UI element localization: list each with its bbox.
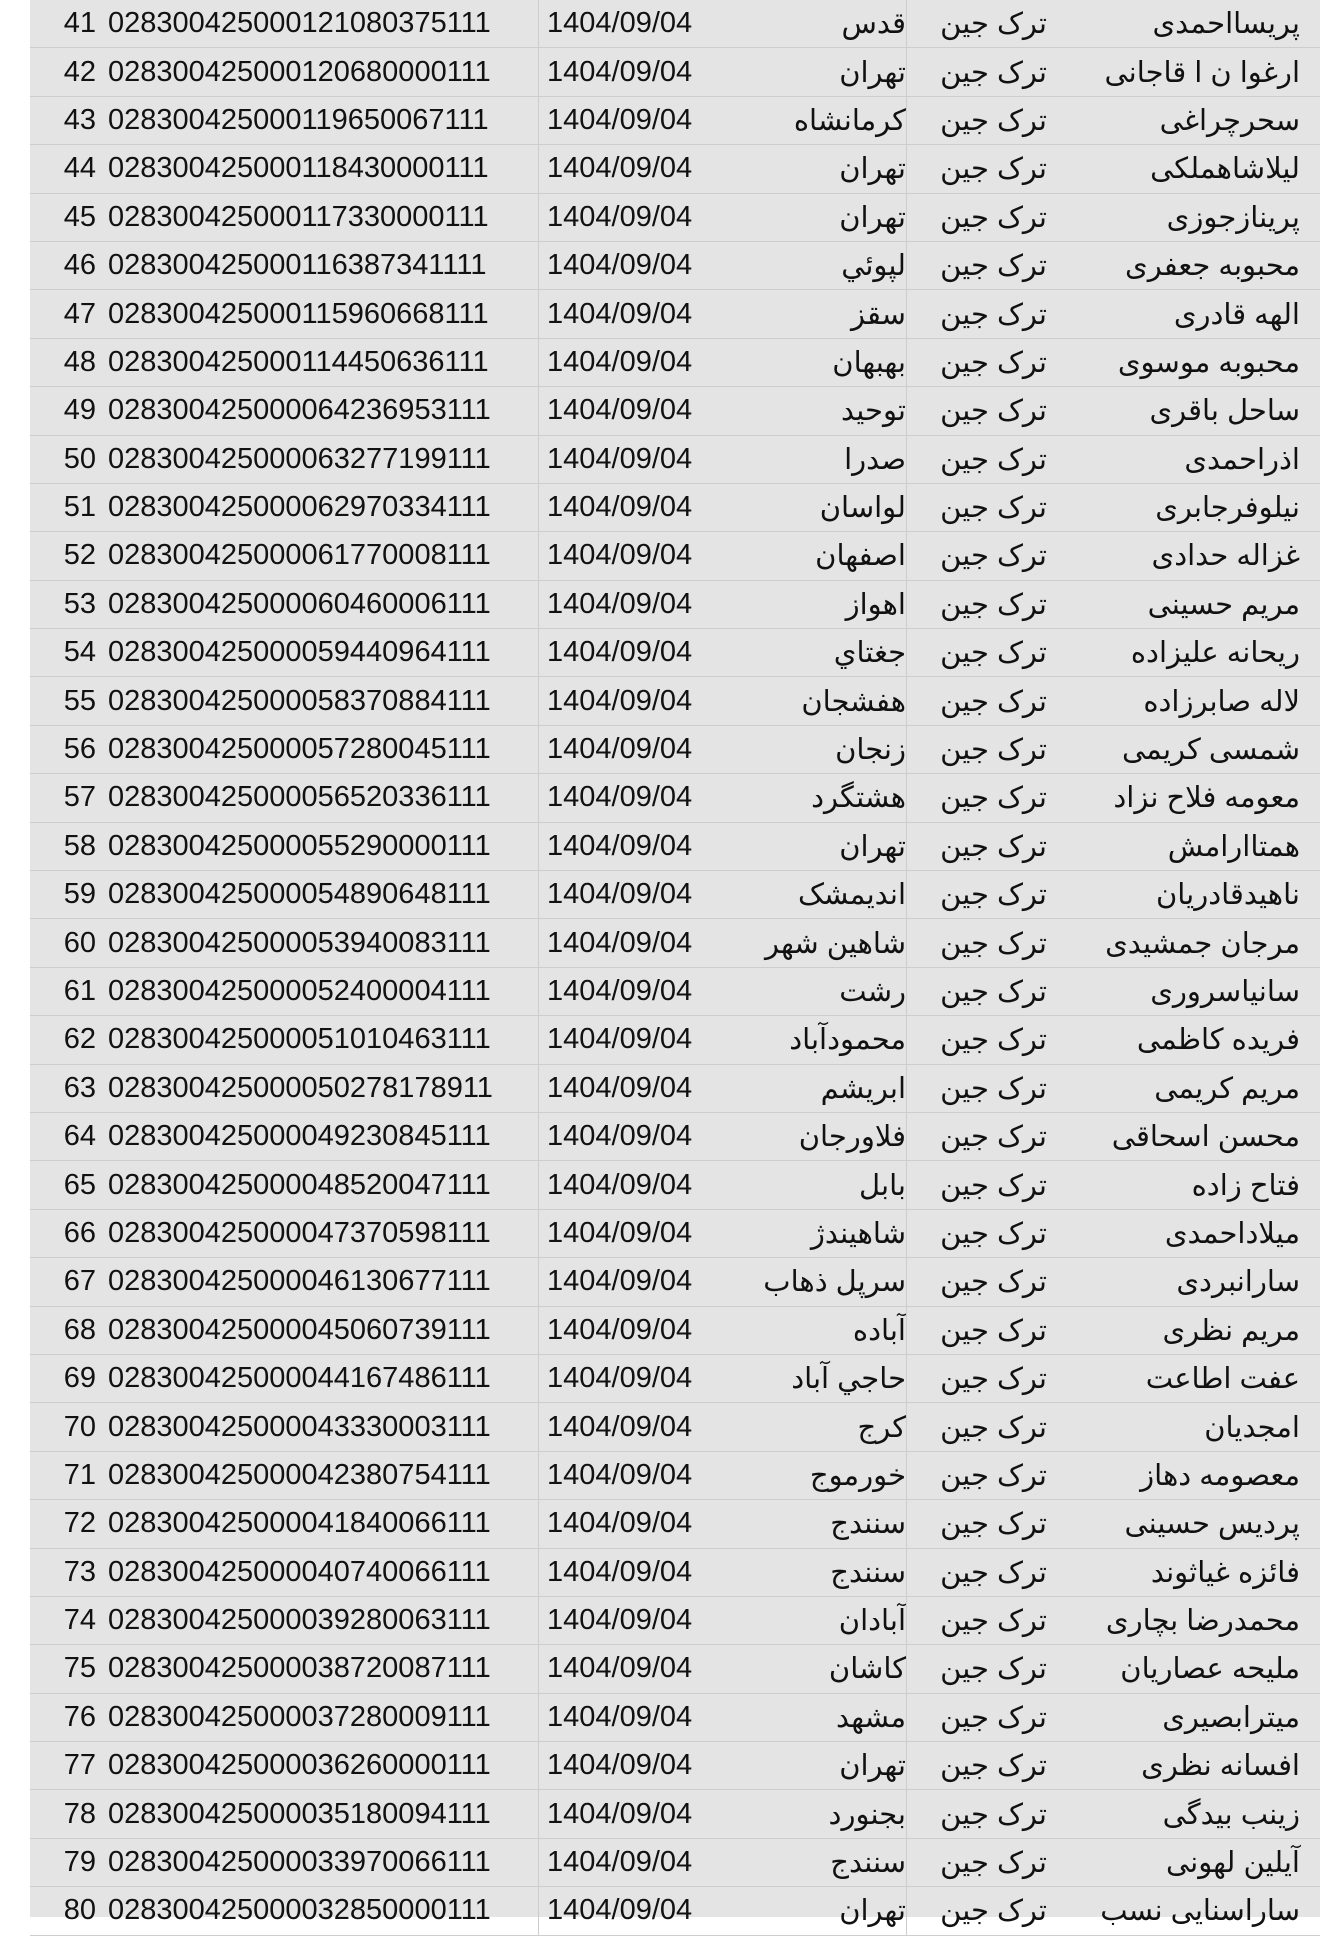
description-cell[interactable]: ترک جین <box>907 725 1052 773</box>
name-cell[interactable]: ریحانه علیزاده <box>1051 629 1320 677</box>
code-cell[interactable]: 028300425000042380754111 <box>102 1451 539 1499</box>
code-cell[interactable]: 028300425000037280009111 <box>102 1693 539 1741</box>
table-row <box>30 1693 1320 1741</box>
code-cell[interactable]: 028300425000120680000111 <box>102 48 539 96</box>
date-cell[interactable]: 1404/09/04 <box>539 387 713 435</box>
city-cell[interactable]: آبادان <box>712 1596 907 1644</box>
name-cell[interactable]: الهه قادری <box>1051 290 1320 338</box>
code-cell[interactable]: 028300425000056520336111 <box>102 774 539 822</box>
date-cell[interactable]: 1404/09/04 <box>539 1742 713 1790</box>
description-cell[interactable]: ترک جین <box>907 1451 1052 1499</box>
date-cell[interactable]: 1404/09/04 <box>539 1209 713 1257</box>
description-cell[interactable]: ترک جین <box>907 1064 1052 1112</box>
row-number-cell[interactable]: 43 <box>30 96 102 144</box>
records-table-body <box>30 0 1320 1935</box>
date-cell[interactable]: 1404/09/04 <box>539 241 713 289</box>
description-cell[interactable]: ترک جین <box>907 435 1052 483</box>
date-cell[interactable]: 1404/09/04 <box>539 1596 713 1644</box>
code-cell[interactable]: 028300425000039280063111 <box>102 1596 539 1644</box>
row-number-cell[interactable]: 58 <box>30 822 102 870</box>
code-cell[interactable]: 028300425000060460006111 <box>102 580 539 628</box>
city-cell[interactable]: اصفهان <box>712 532 907 580</box>
code-cell[interactable]: 028300425000051010463111 <box>102 1016 539 1064</box>
row-number-cell[interactable]: 49 <box>30 387 102 435</box>
code-cell[interactable]: 028300425000053940083111 <box>102 919 539 967</box>
description-cell[interactable]: ترک جین <box>907 1500 1052 1548</box>
date-cell[interactable]: 1404/09/04 <box>539 1790 713 1838</box>
city-cell[interactable]: تهران <box>712 193 907 241</box>
city-cell[interactable]: ابریشم <box>712 1064 907 1112</box>
table-row <box>30 193 1320 241</box>
date-cell[interactable]: 1404/09/04 <box>539 1112 713 1160</box>
row-number-cell[interactable]: 61 <box>30 967 102 1015</box>
city-cell[interactable]: کرج <box>712 1403 907 1451</box>
row-number-cell[interactable]: 57 <box>30 774 102 822</box>
code-cell[interactable]: 028300425000121080375111 <box>102 0 539 48</box>
date-cell[interactable]: 1404/09/04 <box>539 1403 713 1451</box>
description-cell[interactable]: ترک جین <box>907 1306 1052 1354</box>
city-cell[interactable]: مشهد <box>712 1693 907 1741</box>
table-row <box>30 1500 1320 1548</box>
row-number-cell[interactable]: 64 <box>30 1112 102 1160</box>
code-cell[interactable]: 028300425000055290000111 <box>102 822 539 870</box>
date-cell[interactable]: 1404/09/04 <box>539 0 713 48</box>
code-cell[interactable]: 028300425000054890648111 <box>102 871 539 919</box>
description-cell[interactable]: ترک جین <box>907 1887 1052 1935</box>
date-cell[interactable]: 1404/09/04 <box>539 629 713 677</box>
date-cell[interactable]: 1404/09/04 <box>539 580 713 628</box>
description-cell[interactable]: ترک جین <box>907 96 1052 144</box>
table-row <box>30 1596 1320 1644</box>
table-row <box>30 1161 1320 1209</box>
table-row <box>30 725 1320 773</box>
name-cell[interactable]: مریم حسینی <box>1051 580 1320 628</box>
table-row <box>30 1451 1320 1499</box>
code-cell[interactable]: 028300425000048520047111 <box>102 1161 539 1209</box>
code-cell[interactable]: 028300425000062970334111 <box>102 483 539 531</box>
row-number-cell[interactable]: 75 <box>30 1645 102 1693</box>
date-cell[interactable]: 1404/09/04 <box>539 96 713 144</box>
name-cell[interactable]: فائزه غیاثوند <box>1051 1548 1320 1596</box>
table-row <box>30 774 1320 822</box>
date-cell[interactable]: 1404/09/04 <box>539 1306 713 1354</box>
name-cell[interactable]: پردیس حسینی <box>1051 1500 1320 1548</box>
row-number-cell[interactable]: 74 <box>30 1596 102 1644</box>
description-cell[interactable]: ترک جین <box>907 193 1052 241</box>
table-row <box>30 387 1320 435</box>
row-number-cell[interactable]: 48 <box>30 338 102 386</box>
date-cell[interactable]: 1404/09/04 <box>539 1548 713 1596</box>
code-cell[interactable]: 028300425000044167486111 <box>102 1354 539 1402</box>
row-number-cell[interactable]: 56 <box>30 725 102 773</box>
name-cell[interactable]: ارغوا ن ا قاجانی <box>1051 48 1320 96</box>
table-row <box>30 1064 1320 1112</box>
code-cell[interactable]: 028300425000035180094111 <box>102 1790 539 1838</box>
code-cell[interactable]: 028300425000119650067111 <box>102 96 539 144</box>
name-cell[interactable]: سانیاسروری <box>1051 967 1320 1015</box>
city-cell[interactable]: جغتاي <box>712 629 907 677</box>
name-cell[interactable]: میترابصیری <box>1051 1693 1320 1741</box>
description-cell[interactable]: ترک جین <box>907 338 1052 386</box>
city-cell[interactable]: تهران <box>712 48 907 96</box>
name-cell[interactable]: پرینازجوزی <box>1051 193 1320 241</box>
city-cell[interactable]: سنندج <box>712 1548 907 1596</box>
table-row <box>30 483 1320 531</box>
city-cell[interactable]: لواسان <box>712 483 907 531</box>
code-cell[interactable]: 028300425000032850000111 <box>102 1887 539 1935</box>
table-row <box>30 580 1320 628</box>
date-cell[interactable]: 1404/09/04 <box>539 145 713 193</box>
description-cell[interactable]: ترک جین <box>907 387 1052 435</box>
table-row <box>30 1790 1320 1838</box>
code-cell[interactable]: 028300425000038720087111 <box>102 1645 539 1693</box>
row-number-cell[interactable]: 59 <box>30 871 102 919</box>
row-number-cell[interactable]: 70 <box>30 1403 102 1451</box>
city-cell[interactable]: شاهیندژ <box>712 1209 907 1257</box>
date-cell[interactable]: 1404/09/04 <box>539 1887 713 1935</box>
city-cell[interactable]: رشت <box>712 967 907 1015</box>
date-cell[interactable]: 1404/09/04 <box>539 1838 713 1886</box>
description-cell[interactable]: ترک جین <box>907 1548 1052 1596</box>
city-cell[interactable]: محمودآباد <box>712 1016 907 1064</box>
city-cell[interactable]: هشتگرد <box>712 774 907 822</box>
date-cell[interactable]: 1404/09/04 <box>539 967 713 1015</box>
code-cell[interactable]: 028300425000118430000111 <box>102 145 539 193</box>
row-number-cell[interactable]: 63 <box>30 1064 102 1112</box>
table-row <box>30 532 1320 580</box>
name-cell[interactable]: محمدرضا بچاری <box>1051 1596 1320 1644</box>
city-cell[interactable]: حاجي آباد <box>712 1354 907 1402</box>
row-number-cell[interactable]: 79 <box>30 1838 102 1886</box>
row-number-cell[interactable]: 44 <box>30 145 102 193</box>
name-cell[interactable]: لاله صابرزاده <box>1051 677 1320 725</box>
name-cell[interactable]: معصومه دهاز <box>1051 1451 1320 1499</box>
row-number-cell[interactable]: 51 <box>30 483 102 531</box>
code-cell[interactable]: 028300425000059440964111 <box>102 629 539 677</box>
name-cell[interactable]: همتاارامش <box>1051 822 1320 870</box>
description-cell[interactable]: ترک جین <box>907 580 1052 628</box>
table-row <box>30 1306 1320 1354</box>
table-row <box>30 629 1320 677</box>
city-cell[interactable]: بجنورد <box>712 1790 907 1838</box>
description-cell[interactable]: ترک جین <box>907 871 1052 919</box>
name-cell[interactable]: غزاله حدادی <box>1051 532 1320 580</box>
name-cell[interactable]: آیلین لهونی <box>1051 1838 1320 1886</box>
row-number-cell[interactable]: 78 <box>30 1790 102 1838</box>
date-cell[interactable]: 1404/09/04 <box>539 1016 713 1064</box>
city-cell[interactable]: تهران <box>712 1887 907 1935</box>
row-number-cell[interactable]: 76 <box>30 1693 102 1741</box>
code-cell[interactable]: 028300425000045060739111 <box>102 1306 539 1354</box>
code-cell[interactable]: 028300425000049230845111 <box>102 1112 539 1160</box>
records-table <box>30 0 1320 1936</box>
table-row <box>30 435 1320 483</box>
description-cell[interactable]: ترک جین <box>907 919 1052 967</box>
row-number-cell[interactable]: 46 <box>30 241 102 289</box>
description-cell[interactable]: ترک جین <box>907 1016 1052 1064</box>
name-cell[interactable]: ملیحه عصاریان <box>1051 1645 1320 1693</box>
description-cell[interactable]: ترک جین <box>907 290 1052 338</box>
table-row <box>30 1838 1320 1886</box>
name-cell[interactable]: محبوبه موسوی <box>1051 338 1320 386</box>
code-cell[interactable]: 028300425000052400004111 <box>102 967 539 1015</box>
name-cell[interactable]: سحرچراغی <box>1051 96 1320 144</box>
table-row <box>30 1548 1320 1596</box>
table-row <box>30 1209 1320 1257</box>
table-row <box>30 48 1320 96</box>
city-cell[interactable]: صدرا <box>712 435 907 483</box>
date-cell[interactable]: 1404/09/04 <box>539 435 713 483</box>
row-number-cell[interactable]: 53 <box>30 580 102 628</box>
row-number-cell[interactable]: 45 <box>30 193 102 241</box>
date-cell[interactable]: 1404/09/04 <box>539 290 713 338</box>
name-cell[interactable]: نیلوفرجابری <box>1051 483 1320 531</box>
city-cell[interactable]: سقز <box>712 290 907 338</box>
city-cell[interactable]: تهران <box>712 822 907 870</box>
description-cell[interactable]: ترک جین <box>907 1596 1052 1644</box>
table-row <box>30 871 1320 919</box>
date-cell[interactable]: 1404/09/04 <box>539 1645 713 1693</box>
date-cell[interactable]: 1404/09/04 <box>539 822 713 870</box>
date-cell[interactable]: 1404/09/04 <box>539 48 713 96</box>
city-cell[interactable]: کرمانشاه <box>712 96 907 144</box>
table-row <box>30 822 1320 870</box>
description-cell[interactable]: ترک جین <box>907 774 1052 822</box>
city-cell[interactable]: زنجان <box>712 725 907 773</box>
row-number-cell[interactable]: 71 <box>30 1451 102 1499</box>
description-cell[interactable]: ترک جین <box>907 1790 1052 1838</box>
description-cell[interactable]: ترک جین <box>907 483 1052 531</box>
name-cell[interactable]: اذراحمدی <box>1051 435 1320 483</box>
row-number-cell[interactable]: 55 <box>30 677 102 725</box>
code-cell[interactable]: 028300425000117330000111 <box>102 193 539 241</box>
date-cell[interactable]: 1404/09/04 <box>539 1693 713 1741</box>
table-row <box>30 338 1320 386</box>
row-number-cell[interactable]: 62 <box>30 1016 102 1064</box>
row-number-cell[interactable]: 42 <box>30 48 102 96</box>
date-cell[interactable]: 1404/09/04 <box>539 774 713 822</box>
date-cell[interactable]: 1404/09/04 <box>539 677 713 725</box>
table-row <box>30 0 1320 48</box>
city-cell[interactable]: خورموج <box>712 1451 907 1499</box>
name-cell[interactable]: فریده کاظمی <box>1051 1016 1320 1064</box>
city-cell[interactable]: سرپل ذهاب <box>712 1258 907 1306</box>
description-cell[interactable]: ترک جین <box>907 822 1052 870</box>
code-cell[interactable]: 028300425000043330003111 <box>102 1403 539 1451</box>
date-cell[interactable]: 1404/09/04 <box>539 532 713 580</box>
city-cell[interactable]: هفشجان <box>712 677 907 725</box>
code-cell[interactable]: 028300425000047370598111 <box>102 1209 539 1257</box>
table-row <box>30 1112 1320 1160</box>
date-cell[interactable]: 1404/09/04 <box>539 193 713 241</box>
row-number-cell[interactable]: 54 <box>30 629 102 677</box>
city-cell[interactable]: آباده <box>712 1306 907 1354</box>
table-row <box>30 241 1320 289</box>
table-row <box>30 919 1320 967</box>
description-cell[interactable]: ترک جین <box>907 145 1052 193</box>
code-cell[interactable]: 028300425000115960668111 <box>102 290 539 338</box>
date-cell[interactable]: 1404/09/04 <box>539 483 713 531</box>
code-cell[interactable]: 028300425000033970066111 <box>102 1838 539 1886</box>
description-cell[interactable]: ترک جین <box>907 1742 1052 1790</box>
code-cell[interactable]: 028300425000040740066111 <box>102 1548 539 1596</box>
table-row <box>30 1354 1320 1402</box>
description-cell[interactable]: ترک جین <box>907 1209 1052 1257</box>
row-number-cell[interactable]: 73 <box>30 1548 102 1596</box>
description-cell[interactable]: ترک جین <box>907 48 1052 96</box>
city-cell[interactable]: اهواز <box>712 580 907 628</box>
name-cell[interactable]: شمسی کریمی <box>1051 725 1320 773</box>
date-cell[interactable]: 1404/09/04 <box>539 1354 713 1402</box>
row-number-cell[interactable]: 41 <box>30 0 102 48</box>
description-cell[interactable]: ترک جین <box>907 1161 1052 1209</box>
name-cell[interactable]: مریم نظری <box>1051 1306 1320 1354</box>
table-row <box>30 1887 1320 1935</box>
code-cell[interactable]: 028300425000050278178911 <box>102 1064 539 1112</box>
date-cell[interactable]: 1404/09/04 <box>539 1064 713 1112</box>
table-row <box>30 1403 1320 1451</box>
table-row <box>30 1016 1320 1064</box>
description-cell[interactable]: ترک جین <box>907 629 1052 677</box>
code-cell[interactable]: 028300425000114450636111 <box>102 338 539 386</box>
description-cell[interactable]: ترک جین <box>907 0 1052 48</box>
city-cell[interactable]: اندیمشک <box>712 871 907 919</box>
table-row <box>30 1742 1320 1790</box>
name-cell[interactable]: مریم کریمی <box>1051 1064 1320 1112</box>
name-cell[interactable]: ساراسنایی نسب <box>1051 1887 1320 1935</box>
city-cell[interactable]: توحید <box>712 387 907 435</box>
row-number-cell[interactable]: 66 <box>30 1209 102 1257</box>
code-cell[interactable]: 028300425000046130677111 <box>102 1258 539 1306</box>
description-cell[interactable]: ترک جین <box>907 1258 1052 1306</box>
date-cell[interactable]: 1404/09/04 <box>539 871 713 919</box>
code-cell[interactable]: 028300425000064236953111 <box>102 387 539 435</box>
city-cell[interactable]: تهران <box>712 145 907 193</box>
code-cell[interactable]: 028300425000061770008111 <box>102 532 539 580</box>
table-row <box>30 290 1320 338</box>
name-cell[interactable]: ناهیدقادریان <box>1051 871 1320 919</box>
code-cell[interactable]: 028300425000057280045111 <box>102 725 539 773</box>
name-cell[interactable]: محبوبه جعفری <box>1051 241 1320 289</box>
name-cell[interactable]: معومه فلاح نزاد <box>1051 774 1320 822</box>
description-cell[interactable]: ترک جین <box>907 1403 1052 1451</box>
row-number-cell[interactable]: 72 <box>30 1500 102 1548</box>
code-cell[interactable]: 028300425000058370884111 <box>102 677 539 725</box>
city-cell[interactable]: فلاورجان <box>712 1112 907 1160</box>
description-cell[interactable]: ترک جین <box>907 1354 1052 1402</box>
city-cell[interactable]: کاشان <box>712 1645 907 1693</box>
date-cell[interactable]: 1404/09/04 <box>539 1258 713 1306</box>
description-cell[interactable]: ترک جین <box>907 241 1052 289</box>
name-cell[interactable]: میلاداحمدی <box>1051 1209 1320 1257</box>
description-cell[interactable]: ترک جین <box>907 1112 1052 1160</box>
city-cell[interactable]: شاهین شهر <box>712 919 907 967</box>
name-cell[interactable]: پریسااحمدی <box>1051 0 1320 48</box>
description-cell[interactable]: ترک جین <box>907 1838 1052 1886</box>
city-cell[interactable]: سنندج <box>712 1838 907 1886</box>
description-cell[interactable]: ترک جین <box>907 532 1052 580</box>
row-number-cell[interactable]: 77 <box>30 1742 102 1790</box>
city-cell[interactable]: سنندج <box>712 1500 907 1548</box>
description-cell[interactable]: ترک جین <box>907 1693 1052 1741</box>
description-cell[interactable]: ترک جین <box>907 967 1052 1015</box>
table-row <box>30 967 1320 1015</box>
row-number-cell[interactable]: 80 <box>30 1887 102 1935</box>
name-cell[interactable]: امجدیان <box>1051 1403 1320 1451</box>
city-cell[interactable]: بهبهان <box>712 338 907 386</box>
date-cell[interactable]: 1404/09/04 <box>539 1500 713 1548</box>
name-cell[interactable]: سارانبردی <box>1051 1258 1320 1306</box>
city-cell[interactable]: بابل <box>712 1161 907 1209</box>
city-cell[interactable]: لپوئي <box>712 241 907 289</box>
date-cell[interactable]: 1404/09/04 <box>539 919 713 967</box>
row-number-cell[interactable]: 52 <box>30 532 102 580</box>
city-cell[interactable]: تهران <box>712 1742 907 1790</box>
table-row <box>30 677 1320 725</box>
name-cell[interactable]: زینب بیدگی <box>1051 1790 1320 1838</box>
code-cell[interactable]: 028300425000063277199111 <box>102 435 539 483</box>
row-number-cell[interactable]: 69 <box>30 1354 102 1402</box>
name-cell[interactable]: افسانه نظری <box>1051 1742 1320 1790</box>
row-number-cell[interactable]: 60 <box>30 919 102 967</box>
table-row <box>30 145 1320 193</box>
date-cell[interactable]: 1404/09/04 <box>539 1161 713 1209</box>
name-cell[interactable]: فتاح زاده <box>1051 1161 1320 1209</box>
code-cell[interactable]: 028300425000041840066111 <box>102 1500 539 1548</box>
table-row <box>30 1258 1320 1306</box>
row-number-cell[interactable]: 50 <box>30 435 102 483</box>
date-cell[interactable]: 1404/09/04 <box>539 1451 713 1499</box>
spreadsheet-sheet <box>30 0 1320 1928</box>
table-row <box>30 96 1320 144</box>
name-cell[interactable]: ساحل باقری <box>1051 387 1320 435</box>
code-cell[interactable]: 028300425000116387341111 <box>102 241 539 289</box>
name-cell[interactable]: لیلاشاهملکی <box>1051 145 1320 193</box>
row-number-cell[interactable]: 65 <box>30 1161 102 1209</box>
name-cell[interactable]: محسن اسحاقی <box>1051 1112 1320 1160</box>
description-cell[interactable]: ترک جین <box>907 1645 1052 1693</box>
date-cell[interactable]: 1404/09/04 <box>539 725 713 773</box>
name-cell[interactable]: مرجان جمشیدی <box>1051 919 1320 967</box>
date-cell[interactable]: 1404/09/04 <box>539 338 713 386</box>
row-number-cell[interactable]: 68 <box>30 1306 102 1354</box>
code-cell[interactable]: 028300425000036260000111 <box>102 1742 539 1790</box>
row-number-cell[interactable]: 67 <box>30 1258 102 1306</box>
city-cell[interactable]: قدس <box>712 0 907 48</box>
name-cell[interactable]: عفت اطاعت <box>1051 1354 1320 1402</box>
description-cell[interactable]: ترک جین <box>907 677 1052 725</box>
table-row <box>30 1645 1320 1693</box>
row-number-cell[interactable]: 47 <box>30 290 102 338</box>
